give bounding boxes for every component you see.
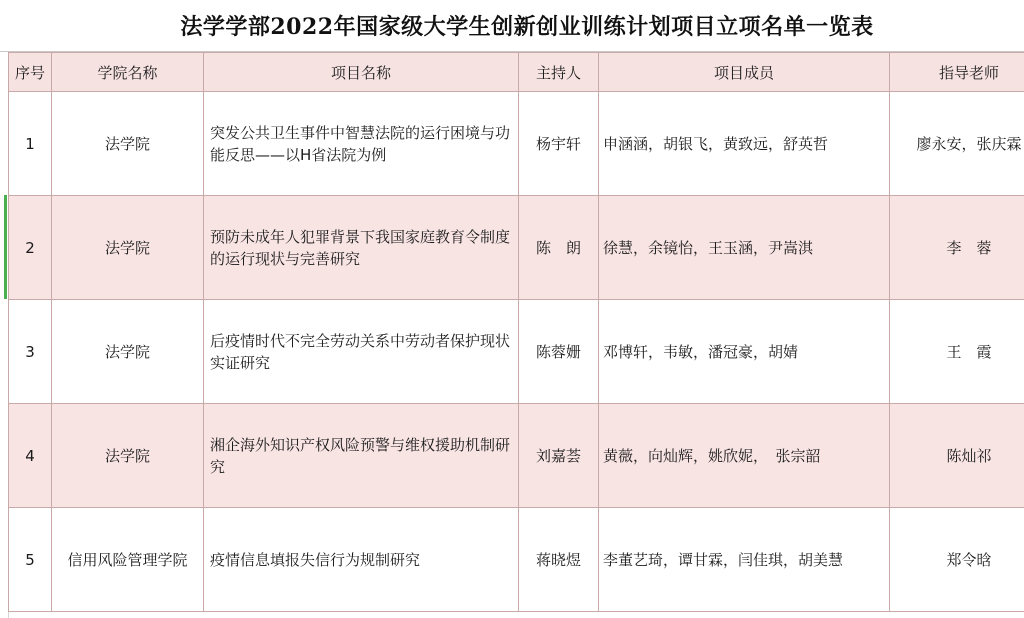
cell-college[interactable]: 信用风险管理学院 [52,508,204,612]
cell-college[interactable]: 法学院 [52,196,204,300]
cell-leader[interactable]: 陈 朗 [519,196,599,300]
header-college[interactable]: 学院名称 [52,53,204,92]
cell-no[interactable]: 2 [9,196,52,300]
table-row [9,300,1024,404]
cell-advisor[interactable]: 陈灿祁 [890,404,1024,508]
header-row [9,53,1024,92]
cell-leader[interactable]: 刘嘉荟 [519,404,599,508]
cell-no[interactable]: 5 [9,508,52,612]
cell-members[interactable]: 黄薇，向灿辉，姚欣妮， 张宗韶 [599,404,890,508]
cell-members[interactable]: 申涵涵，胡银飞，黄致远，舒英哲 [599,92,890,196]
table-row [9,92,1024,196]
cell-no[interactable]: 4 [9,404,52,508]
cell-advisor[interactable]: 郑令晗 [890,508,1024,612]
cell-college[interactable]: 法学院 [52,404,204,508]
table-row [9,196,1024,300]
cell-project[interactable]: 预防未成年人犯罪背景下我国家庭教育令制度的运行现状与完善研究 [204,196,519,300]
cell-members[interactable]: 徐慧，余镜怡，王玉涵，尹嵩淇 [599,196,890,300]
cell-no[interactable]: 3 [9,300,52,404]
sheet-title: 法学学部2022年国家级大学生创新创业训练计划项目立项名单一览表 [180,14,874,40]
header-no[interactable]: 序号 [9,53,52,92]
cell-college[interactable]: 法学院 [52,300,204,404]
table-row [9,508,1024,612]
cell-advisor[interactable]: 王 霞 [890,300,1024,404]
selected-row-indicator [4,195,7,299]
cell-advisor[interactable]: 廖永安，张庆霖 [890,92,1024,196]
cell-project[interactable]: 突发公共卫生事件中智慧法院的运行困境与功能反思——以H省法院为例 [204,92,519,196]
header-project[interactable]: 项目名称 [204,53,519,92]
cell-leader[interactable]: 蒋晓煜 [519,508,599,612]
cell-college[interactable]: 法学院 [52,92,204,196]
cell-project[interactable]: 后疫情时代不完全劳动关系中劳动者保护现状实证研究 [204,300,519,404]
cell-members[interactable]: 邓博轩，韦敏，潘冠豪，胡婧 [599,300,890,404]
cell-project[interactable]: 疫情信息填报失信行为规制研究 [204,508,519,612]
cell-members[interactable]: 李董艺琦，谭甘霖，闫佳琪，胡美慧 [599,508,890,612]
cell-leader[interactable]: 陈蓉姗 [519,300,599,404]
table-row [9,404,1024,508]
header-advisor[interactable]: 指导老师 [890,53,1024,92]
cell-advisor[interactable]: 李 蓉 [890,196,1024,300]
project-table [8,52,1024,612]
title-cell[interactable] [0,0,1024,52]
cell-no[interactable]: 1 [9,92,52,196]
cell-leader[interactable]: 杨宇轩 [519,92,599,196]
header-leader[interactable]: 主持人 [519,53,599,92]
header-members[interactable]: 项目成员 [599,53,890,92]
cell-project[interactable]: 湘企海外知识产权风险预警与维权援助机制研究 [204,404,519,508]
